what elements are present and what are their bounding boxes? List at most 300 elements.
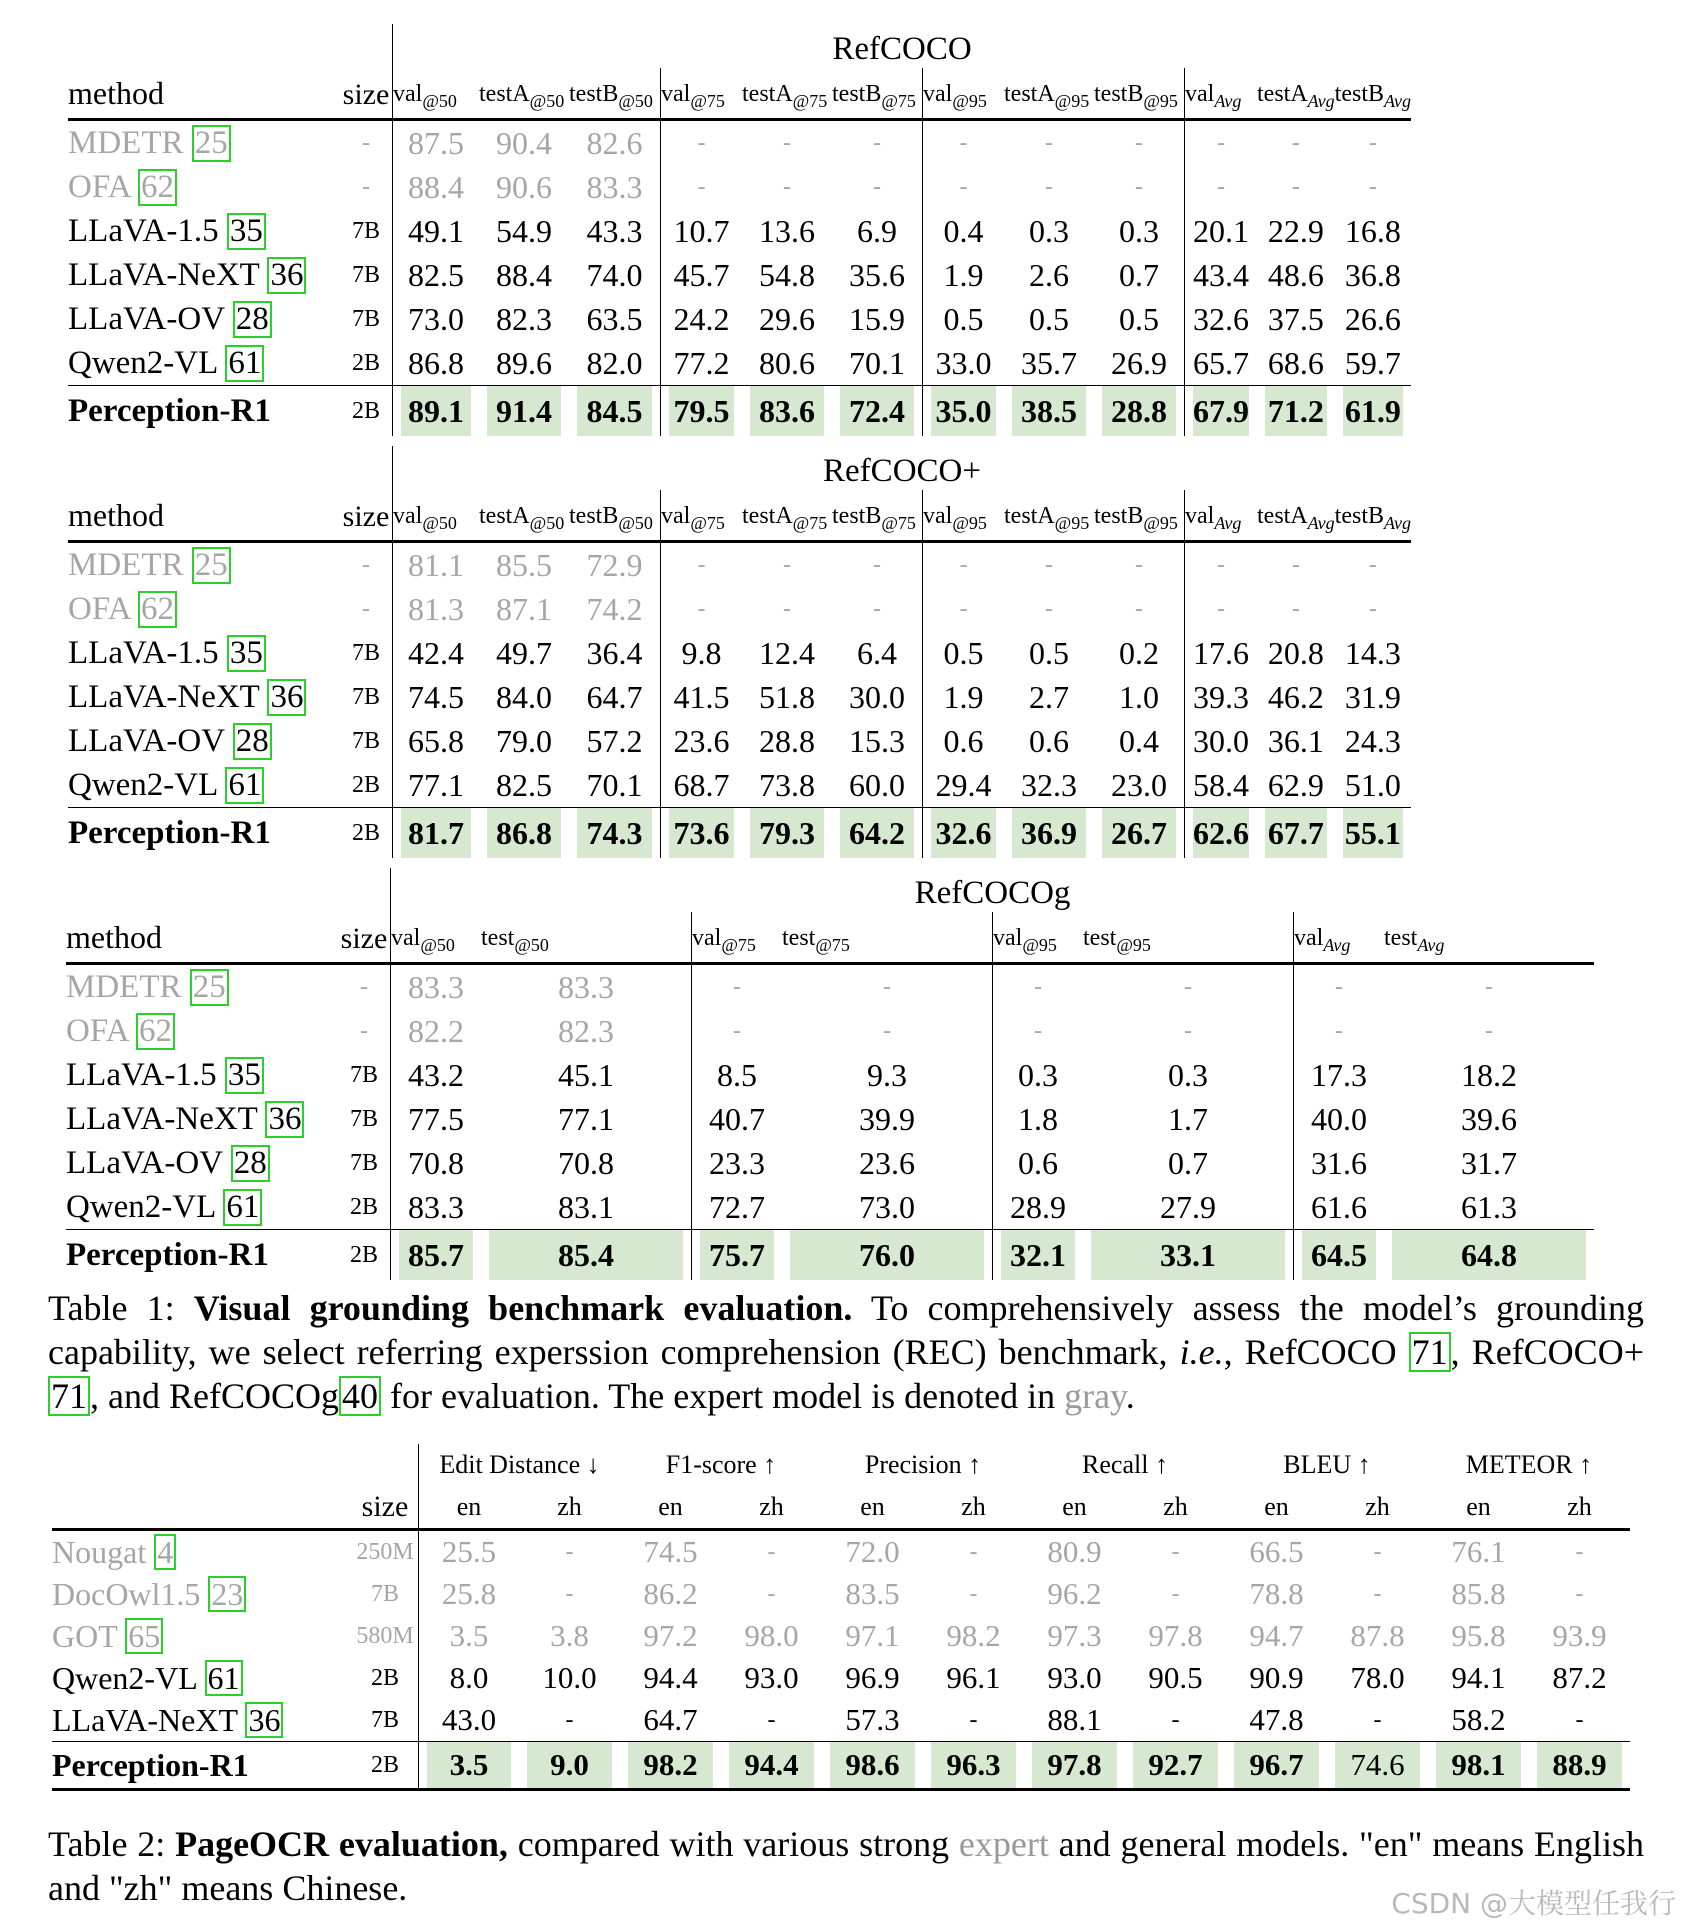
score-cell-ours	[1529, 1741, 1630, 1788]
citation-link[interactable]: 62	[136, 1013, 175, 1050]
column-header-cell	[742, 68, 832, 121]
score-cell: -	[969, 1538, 978, 1565]
score-cell: -	[660, 121, 742, 165]
table-row-ours	[68, 385, 1411, 436]
score-cell: 95.8	[1451, 1618, 1506, 1653]
column-header-cell	[479, 68, 569, 121]
method-name: MDETR 25	[66, 965, 338, 1009]
column-header: testA$_{@75}$	[742, 503, 828, 533]
column-header-cell	[660, 68, 742, 121]
score-cell: -	[565, 1538, 574, 1565]
score-cell: -	[1184, 973, 1192, 1000]
column-subscript: @50	[422, 513, 457, 533]
score-cell: 36.8	[1344, 256, 1401, 293]
score-cell-best	[782, 1229, 992, 1280]
score-cell: -	[1184, 543, 1257, 587]
column-subscript: @50	[618, 91, 653, 111]
score-cell-ours	[1327, 1741, 1428, 1788]
citation-link[interactable]: 65	[125, 1618, 163, 1654]
citation-link[interactable]: 71	[48, 1376, 90, 1416]
score-cell: 17.6	[1184, 631, 1257, 675]
score-cell: 23.3	[691, 1141, 782, 1185]
method-name: LLaVA-OV 28	[68, 297, 340, 341]
table-row	[68, 719, 1411, 763]
score-cell-best	[392, 807, 479, 858]
score-cell: 58.2	[1451, 1702, 1506, 1737]
citation-link[interactable]: 62	[138, 169, 177, 206]
score-cell: 68.6	[1267, 344, 1324, 381]
column-header-cell	[832, 68, 922, 121]
score-cell-best	[1004, 385, 1094, 436]
score-cell: -	[1135, 551, 1143, 578]
score-cell: -	[1135, 129, 1143, 156]
score-cell: 88.4	[392, 165, 479, 209]
column-header-cell	[691, 912, 782, 965]
lang-header: en	[418, 1486, 519, 1531]
score-cell: 13.6	[759, 212, 815, 249]
score-cell: 74.2	[586, 590, 643, 627]
score-cell-best	[992, 1229, 1083, 1280]
column-subscript: @95	[1022, 935, 1057, 955]
lang-header: zh	[923, 1486, 1024, 1531]
score-cell: -	[783, 129, 791, 156]
score-cell: -	[767, 1580, 776, 1607]
method-name: Perception-R1	[68, 807, 340, 858]
score-cell: -	[1373, 1580, 1382, 1607]
metric-header: METEOR ↑	[1465, 1450, 1593, 1479]
model-size: 7B	[351, 727, 380, 754]
model-size: 2B	[351, 771, 380, 798]
score-cell: 43.4	[1184, 253, 1257, 297]
score-cell: -	[873, 173, 881, 200]
score-value: 86.8	[496, 815, 552, 851]
score-value: 98.6	[845, 1747, 900, 1782]
score-cell-best	[569, 807, 660, 858]
score-value: 55.1	[1344, 815, 1401, 851]
method-name: LLaVA-NeXT 36	[52, 1699, 352, 1741]
caption-bold: Visual grounding benchmark evaluation.	[193, 1288, 853, 1328]
score-cell: 39.6	[1461, 1100, 1517, 1137]
citation-link[interactable]: 28	[231, 1145, 270, 1182]
method-header: method	[66, 912, 338, 965]
score-value: 97.8	[1047, 1747, 1102, 1782]
score-cell: -	[1291, 595, 1300, 622]
column-subscript: Avg	[1384, 513, 1412, 533]
method-name: OFA 62	[66, 1009, 338, 1053]
score-cell: -	[1373, 1538, 1382, 1565]
column-header: val$_{@75}$	[692, 925, 756, 955]
score-cell: 57.2	[586, 722, 643, 759]
score-cell: 81.3	[392, 587, 479, 631]
model-size: 250M	[356, 1538, 414, 1565]
method-name: LLaVA-NeXT 36	[68, 675, 340, 719]
method-name: Nougat 4	[52, 1531, 352, 1573]
citation-link[interactable]: 61	[225, 767, 264, 804]
score-cell: -	[565, 1706, 574, 1733]
score-cell: 97.2	[643, 1618, 698, 1653]
score-cell: 77.2	[660, 341, 742, 385]
column-subscript: @75	[881, 513, 916, 533]
table-row	[68, 165, 1411, 209]
score-cell-best	[479, 385, 569, 436]
score-cell: -	[1045, 173, 1053, 200]
score-value: 64.8	[1461, 1237, 1517, 1273]
citation-link[interactable]: 35	[227, 635, 266, 672]
score-cell: 62.9	[1267, 766, 1324, 803]
method-name: OFA 62	[68, 587, 340, 631]
score-cell-ours	[418, 1741, 519, 1788]
score-cell-best	[660, 807, 742, 858]
method-name: DocOwl1.5 23	[52, 1573, 352, 1615]
score-cell: 72.9	[586, 546, 643, 583]
caption-text: and general models. "en" means English and "zh" means Chinese.	[48, 1824, 1645, 1908]
score-cell-ours	[1024, 1741, 1125, 1788]
score-cell: -	[883, 1017, 891, 1044]
score-cell: 35.6	[849, 256, 905, 293]
lang-header: zh	[519, 1486, 620, 1531]
score-cell: 54.8	[759, 256, 815, 293]
score-cell: 23.6	[859, 1144, 915, 1181]
score-value: 3.5	[449, 1747, 489, 1782]
citation-link[interactable]: 61	[225, 345, 264, 382]
column-subscript: Avg	[1307, 513, 1335, 533]
column-subscript: @95	[952, 91, 987, 111]
score-cell: -	[660, 165, 742, 209]
method-name: LLaVA-NeXT 36	[68, 253, 340, 297]
score-cell: 10.0	[542, 1660, 597, 1695]
score-cell: -	[1575, 1538, 1584, 1565]
score-cell-best	[1083, 1229, 1293, 1280]
score-cell: 1.8	[992, 1097, 1083, 1141]
score-cell: 98.0	[744, 1618, 799, 1653]
score-cell: 15.3	[849, 722, 905, 759]
score-cell: 3.5	[418, 1615, 519, 1657]
method-name: Perception-R1	[68, 385, 340, 436]
table-row	[68, 763, 1411, 807]
score-cell: 6.4	[857, 634, 897, 671]
score-value: 67.9	[1193, 393, 1249, 429]
column-subscript: @50	[514, 935, 549, 955]
column-header: val$_{Avg}$	[1185, 503, 1242, 533]
citation-link[interactable]: 25	[192, 547, 231, 584]
table-row-ours	[52, 1741, 1630, 1788]
score-cell: 1.7	[1168, 1100, 1208, 1137]
citation-link[interactable]: 36	[265, 1101, 304, 1138]
score-cell: 79.0	[496, 722, 552, 759]
column-header: val$_{Avg}$	[1294, 925, 1351, 955]
score-cell: -	[660, 587, 742, 631]
method-name: OFA 62	[68, 165, 340, 209]
method-name: MDETR 25	[68, 121, 340, 165]
score-cell: 0.2	[1119, 634, 1159, 671]
score-value: 83.6	[759, 393, 815, 429]
column-subscript: @75	[881, 91, 916, 111]
citation-link[interactable]: 25	[192, 125, 231, 162]
citation-link[interactable]: 35	[225, 1057, 264, 1094]
score-cell: 73.8	[759, 766, 815, 803]
citation-link[interactable]: 36	[267, 679, 306, 716]
score-value: 64.5	[1311, 1237, 1367, 1273]
score-cell: -	[1045, 595, 1053, 622]
citation-link[interactable]: 61	[223, 1189, 262, 1226]
metric-header: BLEU ↑	[1283, 1450, 1371, 1479]
score-cell: 23.0	[1111, 766, 1167, 803]
spacer	[340, 24, 392, 68]
score-cell: 64.7	[643, 1702, 698, 1737]
model-size: 7B	[351, 683, 380, 710]
table-row	[68, 341, 1411, 385]
score-cell: 80.9	[1047, 1534, 1102, 1569]
score-cell-best	[1094, 385, 1184, 436]
score-cell: 9.3	[867, 1056, 907, 1093]
score-cell-best	[1335, 807, 1411, 858]
caption-bold: PageOCR evaluation,	[175, 1824, 508, 1864]
score-cell: 6.9	[857, 212, 897, 249]
method-name: MDETR 25	[68, 543, 340, 587]
column-header-cell	[1094, 68, 1184, 121]
table-row	[68, 253, 1411, 297]
table-row	[68, 587, 1411, 631]
model-size: 2B	[340, 807, 392, 858]
refcocog-table	[66, 868, 1594, 1280]
score-cell: -	[969, 1706, 978, 1733]
score-cell-ours	[519, 1741, 620, 1788]
score-cell: -	[767, 1706, 776, 1733]
column-header-cell	[1004, 68, 1094, 121]
table-row	[66, 1009, 1594, 1053]
score-cell: -	[1485, 1017, 1493, 1044]
metric-header: F1-score ↑	[665, 1450, 777, 1479]
score-cell-best	[1004, 807, 1094, 858]
score-cell: 82.2	[390, 1009, 481, 1053]
column-header-cell	[479, 490, 569, 543]
caption-text: , and RefCOCOg	[90, 1376, 339, 1416]
score-cell: -	[873, 129, 881, 156]
caption-gray-word: gray	[1064, 1376, 1126, 1416]
score-cell-best	[479, 807, 569, 858]
score-value: 85.7	[408, 1237, 464, 1273]
model-size: -	[362, 129, 370, 156]
caption-label: Table 1:	[48, 1288, 194, 1328]
column-header: testA$_{@50}$	[479, 81, 565, 111]
score-cell: -	[1135, 595, 1143, 622]
column-subscript: @50	[618, 513, 653, 533]
citation-link[interactable]: 23	[208, 1576, 246, 1612]
score-cell: 18.2	[1461, 1056, 1517, 1093]
column-header-cell	[1094, 490, 1184, 543]
table-row	[66, 1097, 1594, 1141]
model-size: -	[362, 173, 370, 200]
citation-link[interactable]: 62	[138, 591, 177, 628]
score-cell: -	[691, 965, 782, 1009]
score-cell: 87.1	[496, 590, 552, 627]
model-size: 2B	[338, 1229, 390, 1280]
score-cell: 85.8	[1451, 1576, 1506, 1611]
column-header-cell	[569, 68, 660, 121]
column-header-cell	[392, 68, 479, 121]
benchmark-title: RefCOCO	[392, 24, 1411, 68]
score-cell-best	[1184, 807, 1257, 858]
column-header: testB$_{@50}$	[569, 81, 653, 111]
score-cell: -	[783, 551, 791, 578]
column-header-cell	[1083, 912, 1293, 965]
model-size: 7B	[349, 1149, 378, 1176]
table-row	[68, 675, 1411, 719]
score-cell: 20.8	[1267, 634, 1324, 671]
column-header-cell	[832, 490, 922, 543]
citation-link[interactable]: 28	[233, 723, 272, 760]
score-value: 75.7	[709, 1237, 765, 1273]
score-cell: 80.6	[759, 344, 815, 381]
table-row	[66, 1185, 1594, 1229]
score-cell: 2.7	[1029, 678, 1069, 715]
column-subscript: @75	[721, 935, 756, 955]
column-header: test$_{@75}$	[782, 925, 850, 955]
citation-link[interactable]: 28	[233, 301, 272, 338]
column-subscript: @50	[422, 91, 457, 111]
score-cell: 83.1	[558, 1188, 614, 1225]
score-cell: 29.4	[922, 763, 1004, 807]
score-cell: 8.0	[418, 1657, 519, 1699]
score-cell: -	[1575, 1706, 1584, 1733]
score-cell: 90.6	[496, 168, 552, 205]
score-cell: 83.3	[558, 968, 614, 1005]
score-cell: 0.7	[1119, 256, 1159, 293]
score-cell-best	[922, 385, 1004, 436]
score-cell: -	[1184, 121, 1257, 165]
score-value: 98.1	[1451, 1747, 1506, 1782]
score-value: 28.8	[1111, 393, 1167, 429]
lang-header: en	[620, 1486, 721, 1531]
table-row	[68, 297, 1411, 341]
citation-link[interactable]: 4	[154, 1534, 176, 1570]
score-cell: 88.1	[1047, 1702, 1102, 1737]
score-cell: 16.8	[1344, 212, 1401, 249]
score-cell: 0.3	[992, 1053, 1083, 1097]
column-header-cell	[1257, 490, 1335, 543]
score-cell: 43.2	[390, 1053, 481, 1097]
column-subscript: @50	[529, 91, 565, 111]
spacer	[352, 1444, 418, 1486]
caption-text: for evaluation. The expert model is denoted in	[380, 1376, 1065, 1416]
score-value: 96.7	[1249, 1747, 1304, 1782]
score-cell: 70.8	[390, 1141, 481, 1185]
column-header-cell	[922, 68, 1004, 121]
model-size: 7B	[351, 217, 380, 244]
score-value: 81.7	[408, 815, 464, 851]
citation-link[interactable]: 36	[245, 1702, 283, 1738]
score-cell: 96.1	[946, 1660, 1001, 1695]
lang-header: en	[1226, 1486, 1327, 1531]
score-cell: 90.4	[496, 124, 552, 161]
score-cell: 0.4	[922, 209, 1004, 253]
score-cell: 0.5	[922, 297, 1004, 341]
citation-link[interactable]: 71	[1409, 1332, 1451, 1372]
score-cell: 68.7	[660, 763, 742, 807]
score-cell: -	[922, 165, 1004, 209]
score-cell: 22.9	[1267, 212, 1324, 249]
column-header: testA$_{Avg}$	[1257, 81, 1335, 111]
score-cell: 0.6	[992, 1141, 1083, 1185]
score-value: 71.2	[1267, 393, 1324, 429]
column-header-cell	[392, 490, 479, 543]
score-cell: 82.6	[586, 124, 643, 161]
refcoco-table	[68, 24, 1411, 436]
size-header: size	[340, 490, 392, 543]
score-cell: 0.5	[1119, 300, 1159, 337]
score-cell: 29.6	[759, 300, 815, 337]
model-size: -	[360, 1017, 368, 1044]
score-cell: -	[1368, 173, 1377, 200]
score-cell-best	[1257, 807, 1335, 858]
score-value: 79.5	[673, 393, 730, 429]
column-subscript: @95	[1143, 513, 1178, 533]
column-subscript: @95	[1054, 513, 1090, 533]
citation-link[interactable]: 61	[205, 1660, 243, 1696]
model-size: -	[362, 595, 370, 622]
citation-link[interactable]: 36	[267, 257, 306, 294]
column-header: testB$_{@75}$	[832, 503, 916, 533]
score-cell: 93.0	[744, 1660, 799, 1695]
score-cell: 94.4	[643, 1660, 698, 1695]
score-cell: -	[1368, 129, 1377, 156]
score-cell-ours	[1125, 1741, 1226, 1788]
table-row	[52, 1531, 1630, 1573]
ocr-table	[52, 1444, 1630, 1793]
citation-link[interactable]: 35	[227, 213, 266, 250]
caption-text: To comprehensively assess the model’s grounding capability, we select referring experssion comprehension (REC) benchmark,	[48, 1288, 1644, 1372]
table-row	[66, 1053, 1594, 1097]
spacer	[66, 868, 338, 912]
citation-link[interactable]: 25	[190, 969, 229, 1006]
table-row	[68, 209, 1411, 253]
column-header-cell	[390, 912, 481, 965]
pageocr-table	[52, 1444, 1630, 1793]
bottom-rule	[52, 1788, 1630, 1793]
score-cell: -	[992, 965, 1083, 1009]
score-cell: 60.0	[849, 766, 905, 803]
column-subscript: @75	[792, 513, 828, 533]
score-cell: 82.0	[586, 344, 643, 381]
size-header: size	[340, 68, 392, 121]
table-row	[68, 543, 1411, 587]
score-cell: 77.1	[558, 1100, 614, 1137]
score-cell: 70.8	[558, 1144, 614, 1181]
column-header-cell	[1257, 68, 1335, 121]
lang-header: zh	[1125, 1486, 1226, 1531]
score-cell: 87.2	[1552, 1660, 1607, 1695]
score-cell: -	[883, 973, 891, 1000]
watermark: CSDN @大模型任我行	[1391, 1887, 1676, 1920]
score-cell: -	[1575, 1580, 1584, 1607]
score-cell: 63.5	[586, 300, 643, 337]
model-size: 7B	[349, 1105, 378, 1132]
citation-link[interactable]: 40	[339, 1376, 381, 1416]
spacer	[68, 446, 340, 490]
score-value: 33.1	[1160, 1237, 1216, 1273]
method-name: LLaVA-OV 28	[66, 1141, 338, 1185]
score-value: 74.6	[1350, 1747, 1405, 1782]
score-value: 94.4	[744, 1747, 799, 1782]
score-cell: 36.1	[1267, 722, 1324, 759]
caption-label: Table 2:	[48, 1824, 176, 1864]
score-cell: -	[1184, 587, 1257, 631]
score-cell: -	[1184, 165, 1257, 209]
score-cell: 94.7	[1249, 1618, 1304, 1653]
score-value: 32.1	[1010, 1237, 1066, 1273]
column-header-cell	[742, 490, 832, 543]
column-subscript: Avg	[1214, 91, 1242, 111]
